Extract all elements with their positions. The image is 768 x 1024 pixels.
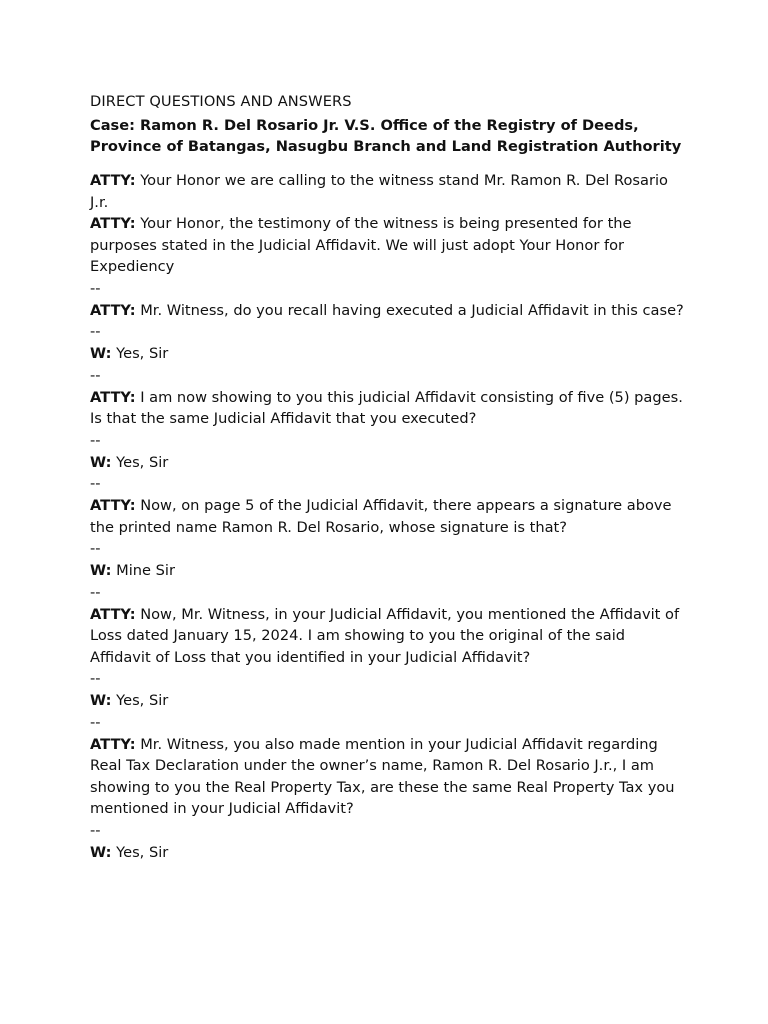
witness-answer [90,690,690,712]
document-page [90,92,690,863]
speaker-label: ATTY: [90,215,136,232]
separator: -- [90,670,101,687]
attorney-statement [90,604,690,669]
speaker-label: W: [90,453,112,471]
speaker-label: W: [90,692,112,709]
separator: -- [90,821,101,839]
statement-text: Mine Sir [116,562,175,579]
speaker-label: ATTY: [90,735,136,753]
speaker-label: ATTY: [90,605,136,623]
statement-text: Mr. Witness, you also made mention in your Judicial Affidavit regarding Real Tax Declaration under the owner’s name, Ramon R. Del Rosario J.r., I am showing to you the Real Property Tax, are these the same Real Property Tax you mentioned in your Judicial Affidavit? [90,735,675,817]
statement-text: I am now showing to you this judicial Affidavit consisting of five (5) pages. Is that the same Judicial Affidavit that you executed? [90,388,683,427]
transcript [90,170,690,863]
attorney-statement [90,170,690,213]
witness-answer [90,343,690,365]
separator: -- [90,713,101,731]
statement-text: Yes, Sir [116,692,169,709]
document-heading: DIRECT QUESTIONS AND ANSWERS [90,93,352,110]
attorney-statement [90,387,690,430]
separator: -- [90,279,101,297]
speaker-label: W: [90,562,112,579]
statement-text: Yes, Sir [116,453,169,471]
separator: -- [90,431,101,449]
attorney-statement [90,213,690,278]
speaker-label: ATTY: [90,388,136,406]
separator: -- [90,323,101,340]
attorney-statement [90,495,690,538]
separator: -- [90,475,101,492]
statement-text: Yes, Sir [116,843,169,861]
speaker-label: ATTY: [90,172,136,189]
attorney-statement [90,734,690,820]
statement-text: Your Honor, the testimony of the witness is being presented for the purposes stated in the Judicial Affidavit. We will just adopt Your Honor for Expediency [90,215,632,275]
separator: -- [90,540,101,557]
witness-answer [90,842,690,864]
statement-text: Your Honor we are calling to the witness stand Mr. Ramon R. Del Rosario J.r. [90,172,668,211]
separator: -- [90,366,101,384]
attorney-statement [90,300,690,322]
witness-answer [90,452,690,474]
separator: -- [90,583,101,601]
statement-text: Mr. Witness, do you recall having executed a Judicial Affidavit in this case? [140,301,684,319]
case-title: Case: Ramon R. Del Rosario Jr. V.S. Office of the Registry of Deeds, Province of Batangas, Nasugbu Branch and Land Registration Authority [90,117,682,155]
statement-text: Yes, Sir [116,345,169,362]
speaker-label: ATTY: [90,497,136,514]
witness-answer [90,560,690,582]
statement-text: Now, on page 5 of the Judicial Affidavit, there appears a signature above the printed name Ramon R. Del Rosario, whose signature is that? [90,497,672,536]
statement-text: Now, Mr. Witness, in your Judicial Affidavit, you mentioned the Affidavit of Loss dated January 15, 2024. I am showing to you the original of the said Affidavit of Loss that you identified in your Judicial Affidavit? [90,605,680,666]
speaker-label: W: [90,345,112,362]
speaker-label: W: [90,843,112,861]
speaker-label: ATTY: [90,301,136,319]
